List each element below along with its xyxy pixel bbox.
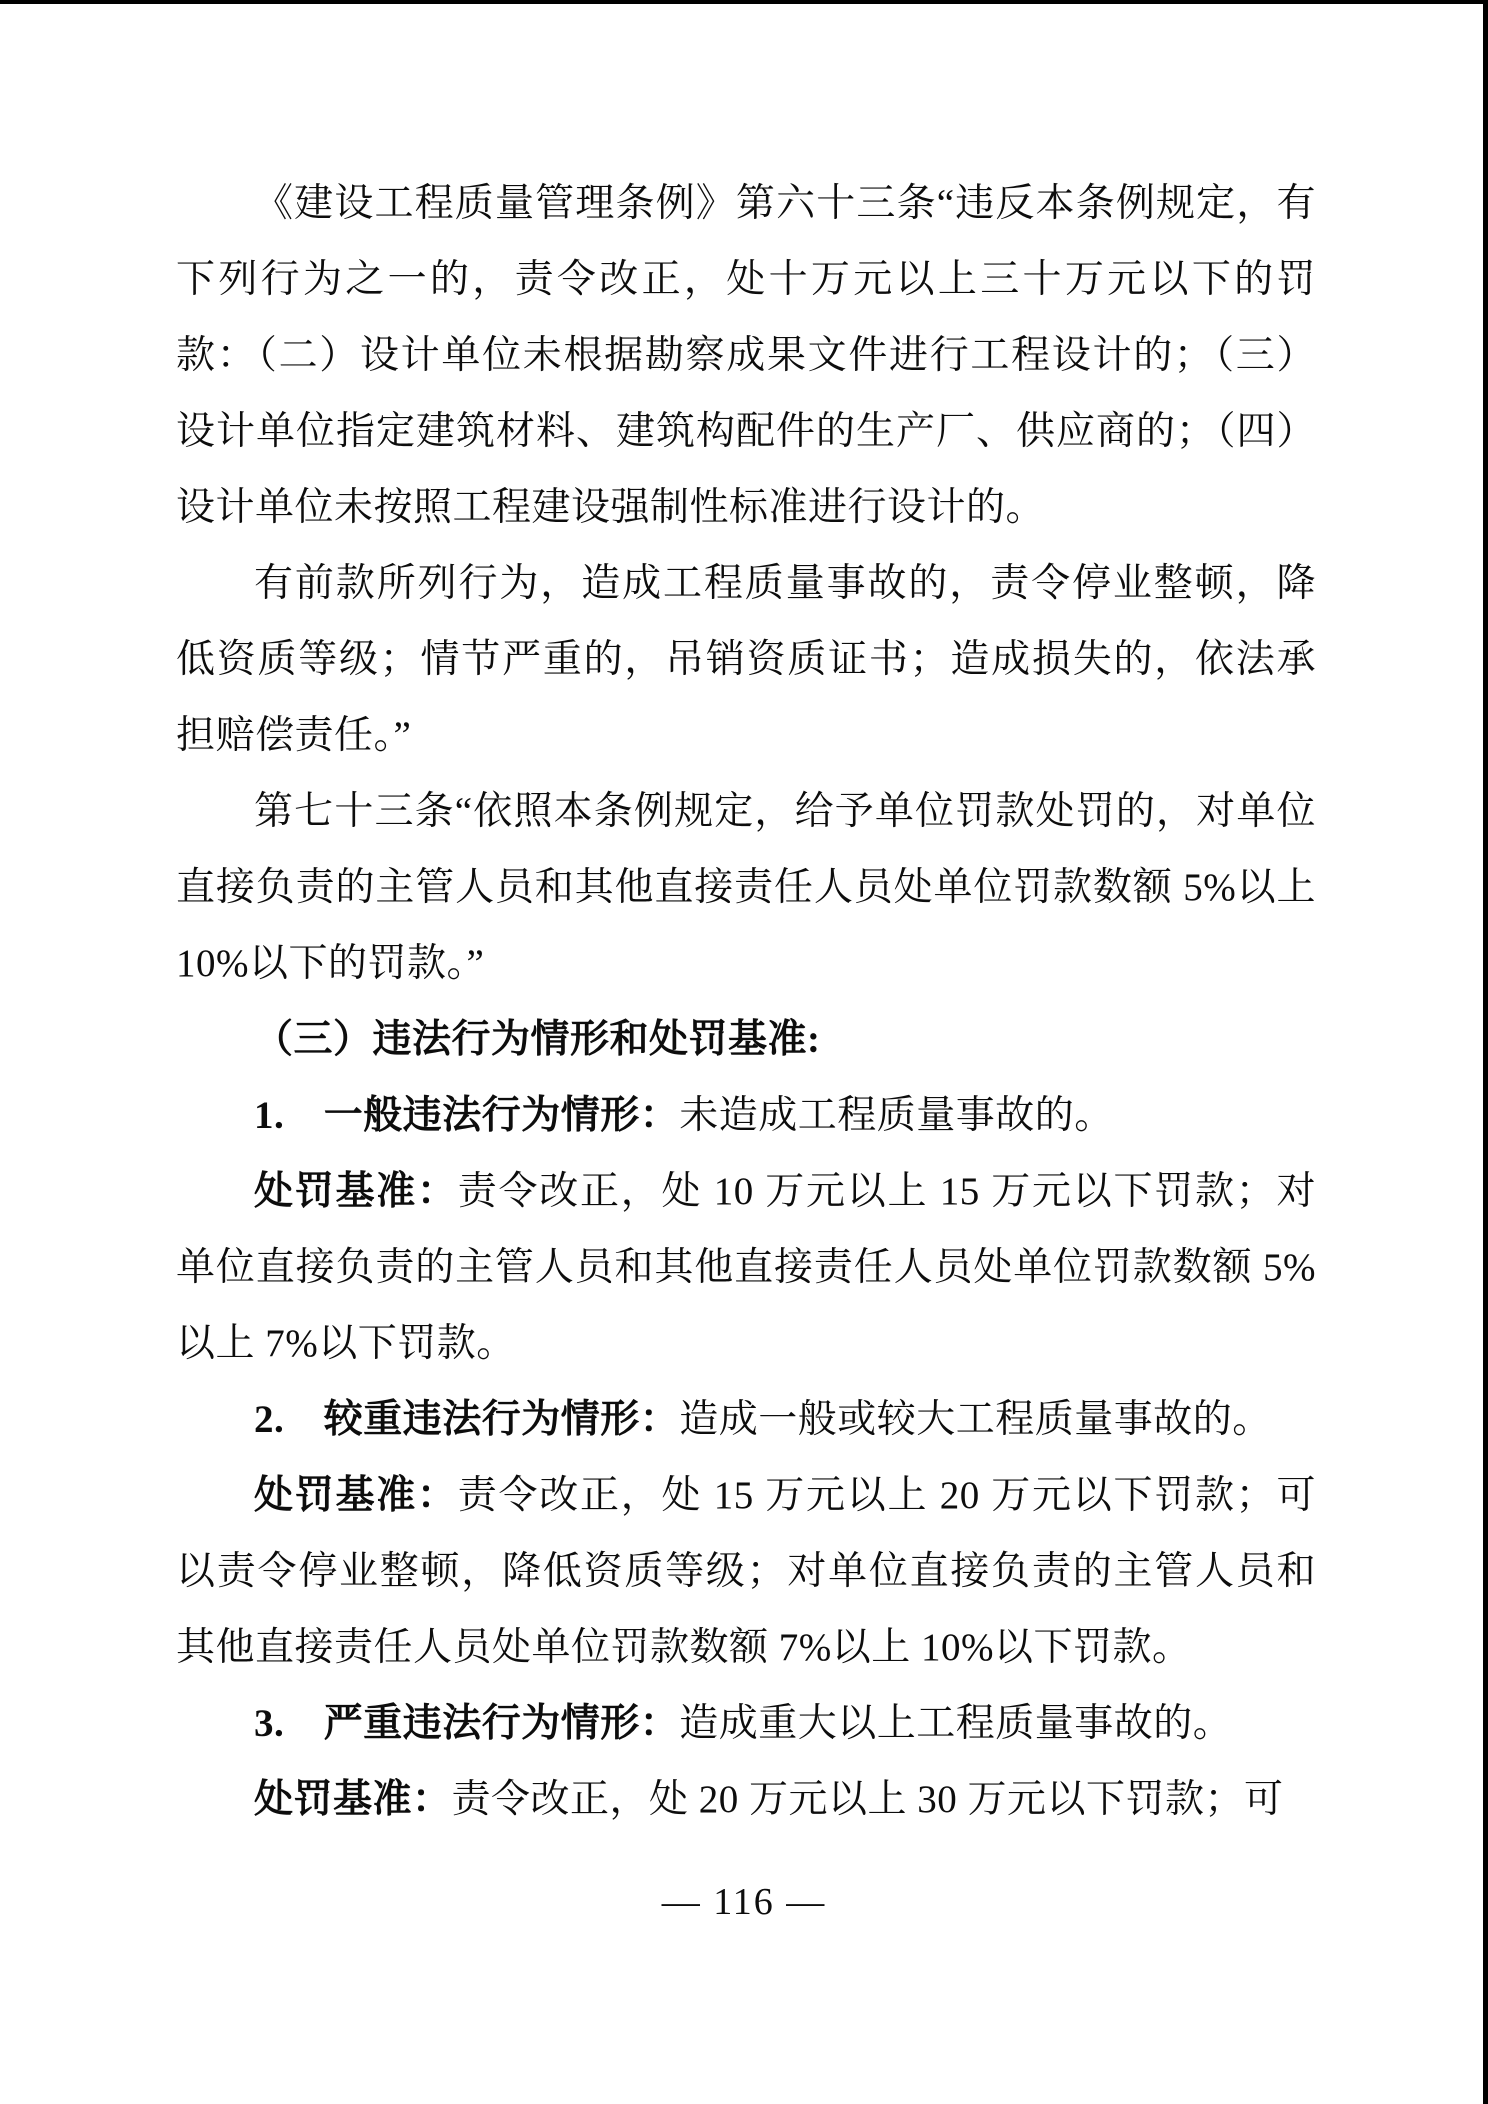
section-heading xyxy=(176,1002,1316,1078)
paragraph xyxy=(176,774,1316,1002)
paragraph xyxy=(176,1382,1316,1458)
paragraph xyxy=(176,1762,1316,1838)
document-body xyxy=(176,166,1316,1838)
paragraph-label: 2. 较重违法行为情形： xyxy=(254,1398,680,1441)
paragraph-text: 责令改正，处 15 万元以上 20 万元以下罚款；可以责令停业整顿，降低资质等级；对单位直接负责的主管人员和其他直接责任人员处单位罚款数额 7%以上 10%以下罚款。 xyxy=(176,1474,1316,1669)
paragraph xyxy=(176,1686,1316,1762)
paragraph xyxy=(176,1078,1316,1154)
section-heading-label: （三）违法行为情形和处罚基准: xyxy=(254,1018,821,1061)
paragraph-text: 未造成工程质量事故的。 xyxy=(679,1094,1114,1137)
paragraph xyxy=(176,166,1316,546)
paragraph-text: 《建设工程质量管理条例》第六十三条“违反本条例规定，有下列行为之一的，责令改正，处十万元以上三十万元以下的罚款：（二）设计单位未根据勘察成果文件进行工程设计的；（三）设计单位指定建筑材料、建筑构配件的生产厂、供应商的；（四）设计单位未按照工程建设强制性标准进行设计的。 xyxy=(176,182,1316,529)
paragraph xyxy=(176,1458,1316,1686)
page-number: — 116 — xyxy=(661,1881,827,1923)
paragraph-text: 第七十三条“依照本条例规定，给予单位罚款处罚的，对单位直接负责的主管人员和其他直接责任人员处单位罚款数额 5%以上 10%以下的罚款。” xyxy=(176,790,1316,985)
paragraph-text: 造成重大以上工程质量事故的。 xyxy=(679,1702,1233,1745)
paragraph-label: 处罚基准： xyxy=(254,1778,452,1821)
scan-edge-right xyxy=(1483,0,1488,2104)
paragraph-text: 造成一般或较大工程质量事故的。 xyxy=(679,1398,1272,1441)
paragraph xyxy=(176,1154,1316,1382)
paragraph-text: 责令改正，处 20 万元以上 30 万元以下罚款；可 xyxy=(451,1778,1284,1821)
paragraph xyxy=(176,546,1316,774)
paragraph-label: 处罚基准： xyxy=(254,1170,458,1213)
paragraph-label: 1. 一般违法行为情形： xyxy=(254,1094,680,1137)
paragraph-label: 3. 严重违法行为情形： xyxy=(254,1702,680,1745)
scan-edge-top xyxy=(0,0,1488,4)
paragraph-label: 处罚基准： xyxy=(254,1474,458,1517)
paragraph-text: 有前款所列行为，造成工程质量事故的，责令停业整顿，降低资质等级；情节严重的，吊销资质证书；造成损失的，依法承担赔偿责任。” xyxy=(176,562,1316,757)
paragraph-text: 责令改正，处 10 万元以上 15 万元以下罚款；对单位直接负责的主管人员和其他直接责任人员处单位罚款数额 5%以上 7%以下罚款。 xyxy=(176,1170,1316,1365)
